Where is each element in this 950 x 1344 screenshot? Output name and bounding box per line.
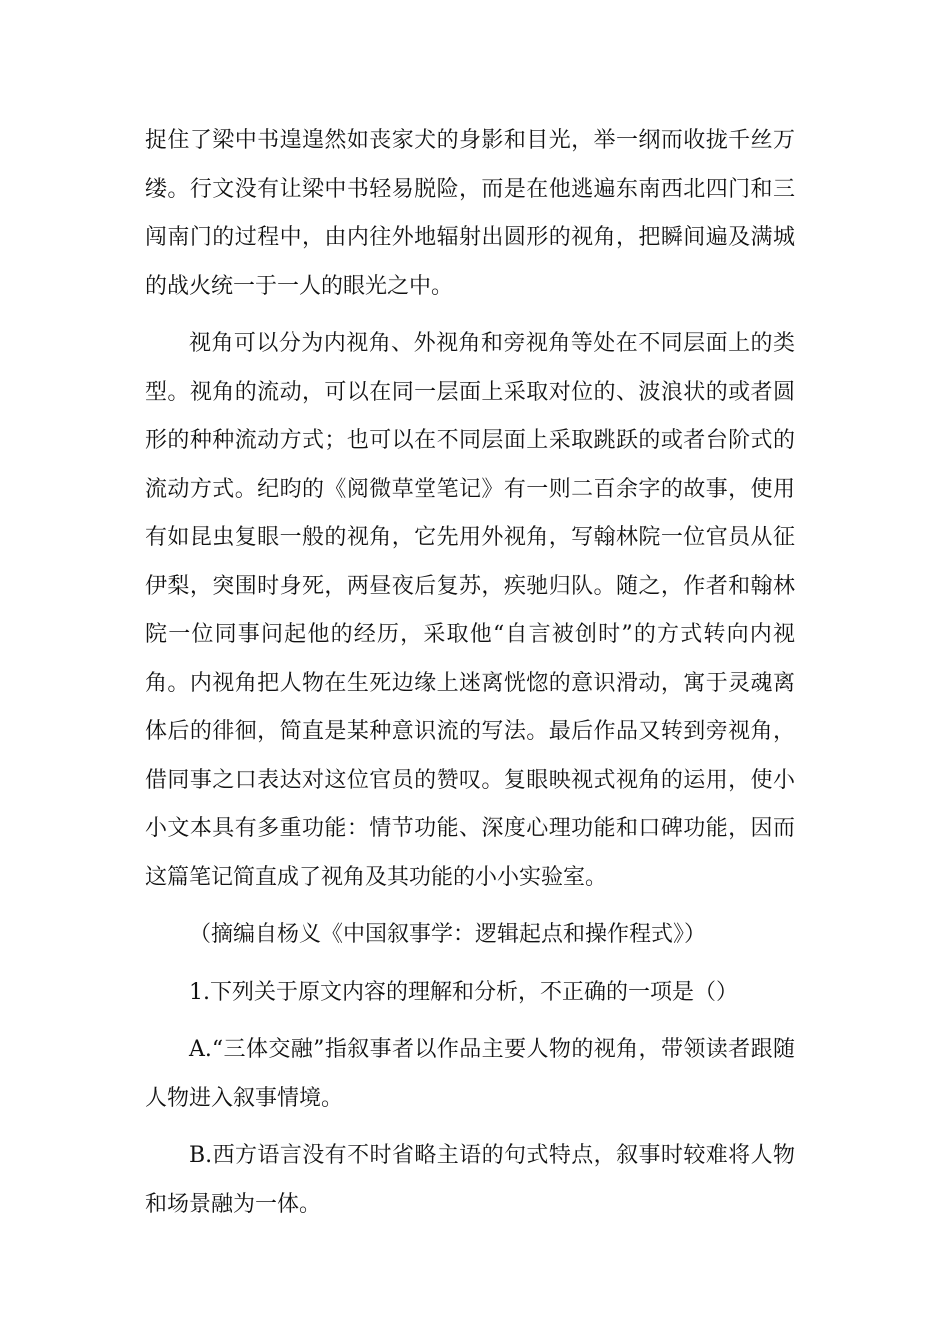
option-a: A.“三体交融”指叙事者以作品主要人物的视角，带领读者跟随人物进入叙事情境。 <box>145 1037 795 1111</box>
document-body <box>145 117 795 1238</box>
source-citation: （摘编自杨义《中国叙事学：逻辑起点和操作程式》） <box>189 922 707 947</box>
question-stem: 1.下列关于原文内容的理解和分析，不正确的一项是（） <box>189 979 738 1005</box>
option-b: B.西方语言没有不时省略主语的句式特点，叙事时较难将人物和场景融为一体。 <box>145 1143 795 1217</box>
paragraph-continuation: 捉住了梁中书遑遑然如丧家犬的身影和目光，举一纲而收拢千丝万缕。行文没有让梁中书轻易脱险，而是在他逃遍东南西北四门和三闯南门的过程中，由内往外地辐射出圆形的视角，把瞬间遍及满城的战火统一于一人的眼光之中。 <box>145 128 795 299</box>
paragraph-perspective-types: 视角可以分为内视角、外视角和旁视角等处在不同层面上的类型。视角的流动，可以在同一层面上采取对位的、波浪状的或者圆形的种种流动方式；也可以在不同层面上采取跳跃的或者台阶式的流动方式。纪昀的《阅微草堂笔记》有一则二百余字的故事，使用有如昆虫复眼一般的视角，它先用外视角，写翰林院一位官员从征伊梨，突围时身死，两昼夜后复苏，疾驰归队。随之，作者和翰林院一位同事问起他的经历，采取他“自言被创时”的方式转向内视角。内视角把人物在生死边缘上迷离恍惚的意识滑动，寓于灵魂离体后的徘徊，简直是某种意识流的写法。最后作品又转到旁视角，借同事之口表达对这位官员的赞叹。复眼映视式视角的运用，使小小文本具有多重功能：情节功能、深度心理功能和口碑功能，因而这篇笔记简直成了视角及其功能的小小实验室。 <box>145 331 795 890</box>
